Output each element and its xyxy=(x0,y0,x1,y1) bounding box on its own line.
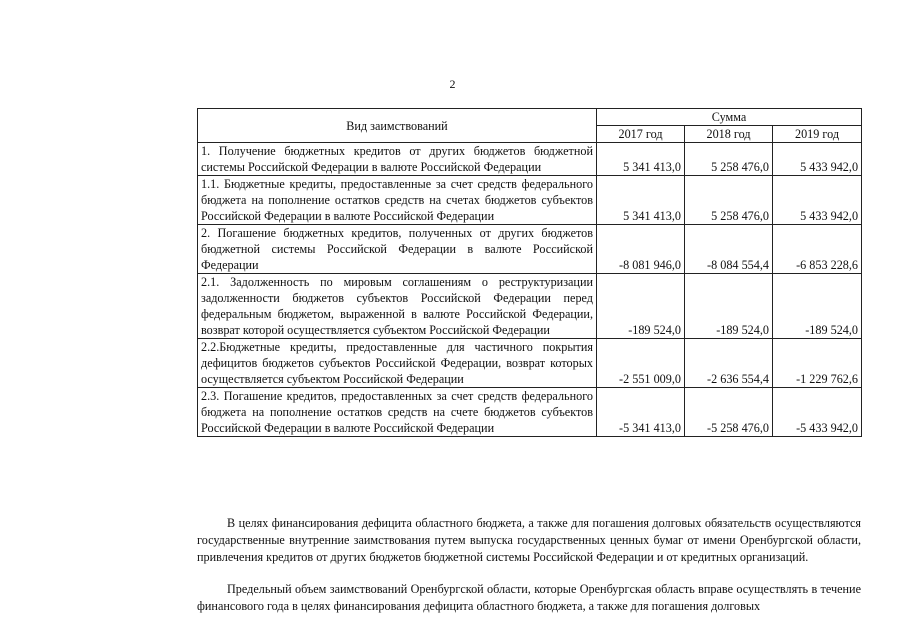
table-row xyxy=(198,388,862,437)
row-value-2018: -8 084 554,4 xyxy=(685,225,773,274)
header-sum: Сумма xyxy=(597,109,862,126)
row-label: 1.1. Бюджетные кредиты, предоставленные за счет средств федерального бюджета на пополнение остатков средств на счетах бюджетов субъектов Российской Федерации в валюте Российской Федерации xyxy=(198,176,597,225)
header-borrowing-type: Вид заимствований xyxy=(198,109,597,143)
header-year-2018: 2018 год xyxy=(685,126,773,143)
row-label: 2.2.Бюджетные кредиты, предоставленные для частичного покрытия дефицитов бюджетов субъектов Российской Федерации, возврат которых осуществляется субъектом Российской Федерации xyxy=(198,339,597,388)
row-value-2017: 5 341 413,0 xyxy=(597,176,685,225)
row-value-2017: -189 524,0 xyxy=(597,274,685,339)
row-value-2018: 5 258 476,0 xyxy=(685,176,773,225)
row-value-2018: 5 258 476,0 xyxy=(685,143,773,176)
body-paragraph: В целях финансирования дефицита областного бюджета, а также для погашения долговых обязательств осуществляются государственные внутренние заимствования путем выпуска государственных ценных бумаг от имени Оренбургской области, привлечения кредитов от других бюджетов бюджетной системы Российской Федерации и от кредитных организаций. xyxy=(197,516,861,564)
row-label: 2.1. Задолженность по мировым соглашениям о реструктуризации задолженности бюджетов субъектов Российской Федерации перед федеральным бюджетом, выраженной в валюте Российской Федерации, возврат которой осуществляется субъектом Российской Федерации xyxy=(198,274,597,339)
body-paragraph: Предельный объем заимствований Оренбургской области, которые Оренбургская область вправе осуществлять в течение финансового года в целях финансирования дефицита областного бюджета, а также для погашения долговых xyxy=(197,582,861,613)
row-value-2018: -189 524,0 xyxy=(685,274,773,339)
table-row xyxy=(198,143,862,176)
table-row xyxy=(198,225,862,274)
row-value-2019: -1 229 762,6 xyxy=(773,339,862,388)
row-value-2019: -6 853 228,6 xyxy=(773,225,862,274)
row-value-2017: 5 341 413,0 xyxy=(597,143,685,176)
borrowings-table xyxy=(197,108,862,437)
row-label: 2.3. Погашение кредитов, предоставленных за счет средств федерального бюджета на пополнение остатков средств на счете бюджетов субъектов Российской Федерации в валюте Российской Федерации xyxy=(198,388,597,437)
row-label: 2. Погашение бюджетных кредитов, полученных от других бюджетов бюджетной системы Российской Федерации в валюте Российской Федерации xyxy=(198,225,597,274)
row-value-2017: -5 341 413,0 xyxy=(597,388,685,437)
row-value-2019: -5 433 942,0 xyxy=(773,388,862,437)
row-value-2019: -189 524,0 xyxy=(773,274,862,339)
row-value-2018: -2 636 554,4 xyxy=(685,339,773,388)
header-year-2019: 2019 год xyxy=(773,126,862,143)
row-value-2017: -8 081 946,0 xyxy=(597,225,685,274)
row-value-2019: 5 433 942,0 xyxy=(773,176,862,225)
table-row xyxy=(198,176,862,225)
table-row xyxy=(198,274,862,339)
row-value-2019: 5 433 942,0 xyxy=(773,143,862,176)
row-value-2017: -2 551 009,0 xyxy=(597,339,685,388)
header-year-2017: 2017 год xyxy=(597,126,685,143)
row-label: 1. Получение бюджетных кредитов от других бюджетов бюджетной системы Российской Федерации в валюте Российской Федерации xyxy=(198,143,597,176)
table-row xyxy=(198,339,862,388)
row-value-2018: -5 258 476,0 xyxy=(685,388,773,437)
page-number: 2 xyxy=(449,77,456,91)
